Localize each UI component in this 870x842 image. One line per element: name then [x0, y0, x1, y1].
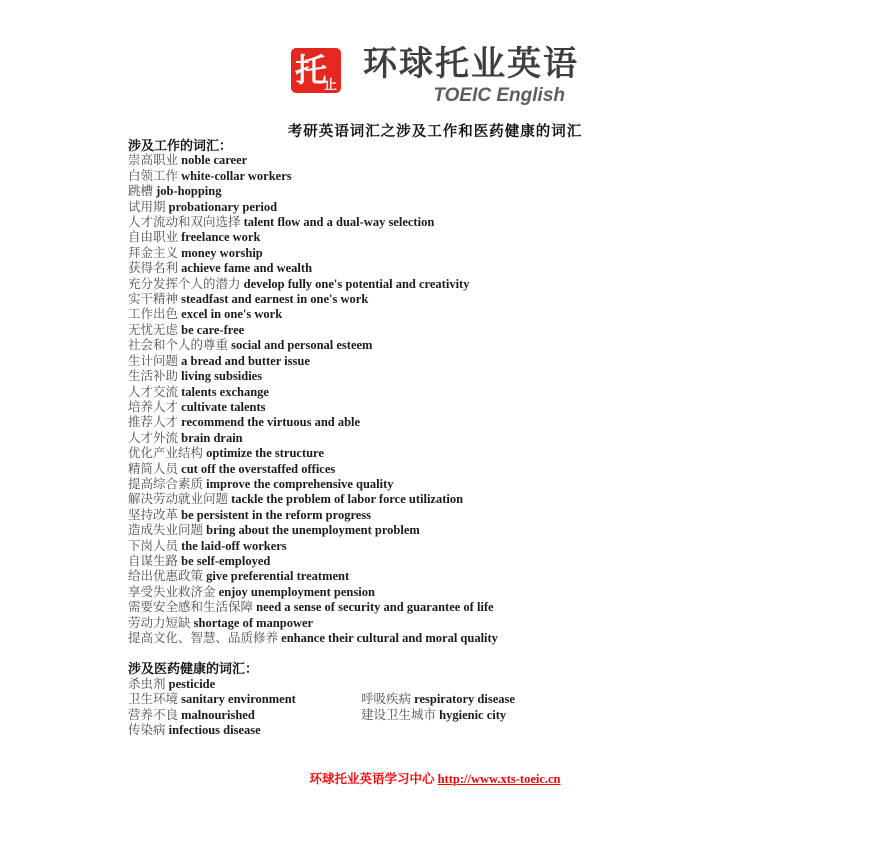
vocab-chinese: 崇高职业 — [128, 153, 182, 168]
vocab-row — [128, 692, 820, 707]
vocab-chinese: 优化产业结构 — [128, 446, 207, 461]
vocab-english: excel in one's work — [181, 307, 283, 322]
vocab-item — [128, 246, 820, 261]
logo-row — [291, 44, 579, 107]
vocab-item — [128, 338, 820, 353]
vocab-row — [128, 723, 820, 738]
vocab-item — [128, 539, 820, 554]
vocab-english: respiratory disease — [414, 692, 515, 707]
health-vocab-list — [128, 677, 820, 739]
vocab-english: cut off the overstaffed offices — [181, 461, 336, 476]
work-vocab-list — [128, 153, 820, 646]
vocab-english: enhance their cultural and moral quality — [281, 631, 498, 645]
vocab-item — [128, 200, 820, 215]
vocab-chinese: 实干精神 — [128, 292, 182, 307]
vocab-chinese: 无忧无虑 — [128, 322, 182, 337]
brand-name-chinese: 环球托业英语 — [363, 45, 579, 83]
vocab-item — [128, 508, 820, 523]
vocab-chinese: 建设卫生城市 — [361, 707, 440, 722]
vocab-english: job-hopping — [156, 184, 222, 199]
vocab-item — [128, 415, 820, 430]
vocab-english: noble career — [181, 153, 248, 168]
vocab-chinese: 提高文化、智慧、品质修养 — [128, 631, 282, 645]
vocab-english: tackle the problem of labor force utilization — [231, 492, 464, 507]
vocab-chinese: 获得名利 — [128, 261, 182, 276]
vocab-english: achieve fame and wealth — [181, 261, 313, 276]
vocab-item — [128, 723, 361, 738]
vocab-item — [128, 292, 820, 307]
vocab-english: money worship — [181, 245, 263, 260]
vocab-chinese: 白领工作 — [128, 168, 182, 183]
vocab-chinese: 人才外流 — [128, 430, 182, 445]
vocab-english: malnourished — [181, 707, 255, 722]
vocab-english: living subsidies — [181, 369, 263, 384]
vocab-chinese: 自谋生路 — [128, 553, 182, 568]
vocab-row — [128, 677, 820, 692]
vocab-item — [128, 354, 820, 369]
vocab-chinese: 社会和个人的尊重 — [128, 338, 232, 353]
vocab-english: a bread and butter issue — [181, 353, 310, 368]
section-health-header: 涉及医药健康的词汇： — [128, 661, 259, 677]
vocab-chinese: 坚持改革 — [128, 507, 182, 522]
vocab-english: improve the comprehensive quality — [206, 476, 394, 491]
vocab-item — [128, 431, 820, 446]
vocab-chinese: 提高综合素质 — [128, 476, 207, 491]
vocab-english: sanitary environment — [181, 692, 296, 707]
vocab-chinese: 杀虫剂 — [128, 676, 169, 691]
footer — [0, 769, 870, 787]
page-title: 考研英语词汇之涉及工作和医药健康的词汇 — [287, 124, 583, 140]
vocab-chinese: 充分发挥个人的潜力 — [128, 276, 244, 291]
vocab-item — [128, 169, 820, 184]
vocab-chinese: 推荐人才 — [128, 415, 182, 430]
vocab-item — [128, 554, 820, 569]
footer-label: 环球托业英语学习中心 — [309, 772, 438, 786]
vocab-chinese: 传染病 — [128, 723, 169, 738]
vocab-item — [128, 462, 820, 477]
vocab-english: talent flow and a dual-way selection — [243, 215, 435, 230]
vocab-chinese: 拜金主义 — [128, 245, 182, 260]
vocab-chinese: 造成失业问题 — [128, 523, 207, 538]
vocab-english: develop fully one's potential and creativity — [243, 276, 470, 291]
vocab-chinese: 劳动力短缺 — [128, 615, 194, 630]
vocab-english: infectious disease — [168, 723, 261, 738]
vocab-chinese: 生计问题 — [128, 353, 182, 368]
brand-name-english: TOEIC English — [433, 85, 565, 106]
vocab-english: enjoy unemployment pension — [218, 584, 375, 599]
vocab-english: freelance work — [181, 230, 261, 245]
vocab-item — [128, 692, 361, 707]
logo-icon-main-glyph: 托 — [295, 52, 328, 88]
vocab-english: cultivate talents — [181, 399, 266, 414]
vocab-chinese: 解决劳动就业问题 — [128, 492, 232, 507]
vocab-english: white-collar workers — [181, 168, 292, 183]
toeic-brand-icon — [291, 48, 341, 93]
logo-icon-sub-glyph: 止 — [323, 77, 337, 92]
vocabulary-content — [128, 138, 820, 738]
vocab-item — [361, 692, 515, 707]
vocab-english: the laid-off workers — [181, 538, 287, 553]
vocab-item — [128, 523, 820, 538]
vocab-item — [128, 477, 820, 492]
vocab-chinese: 需要安全感和生活保障 — [128, 600, 257, 615]
vocab-item — [128, 184, 820, 199]
vocab-chinese: 培养人才 — [128, 399, 182, 414]
vocab-chinese: 人才流动和双向选择 — [128, 215, 244, 230]
vocab-chinese: 营养不良 — [128, 707, 182, 722]
vocab-item — [128, 585, 820, 600]
vocab-item — [128, 307, 820, 322]
vocab-item — [128, 277, 820, 292]
vocab-chinese: 工作出色 — [128, 307, 182, 322]
vocab-chinese: 精简人员 — [128, 461, 182, 476]
vocab-english: social and personal esteem — [231, 338, 373, 353]
vocab-english: steadfast and earnest in one's work — [181, 292, 369, 307]
vocab-item — [128, 600, 820, 615]
vocab-chinese: 自由职业 — [128, 230, 182, 245]
vocab-item — [128, 261, 820, 276]
vocab-item — [128, 369, 820, 384]
vocab-item — [128, 385, 820, 400]
vocab-item — [128, 400, 820, 415]
vocab-english: be care-free — [181, 322, 245, 337]
vocab-item — [128, 708, 361, 723]
vocab-english: give preferential treatment — [206, 569, 350, 584]
vocab-item — [361, 708, 506, 723]
vocab-english: hygienic city — [439, 707, 507, 722]
vocab-english: bring about the unemployment problem — [206, 523, 420, 538]
vocab-english: shortage of manpower — [193, 615, 314, 630]
vocab-chinese: 享受失业救济金 — [128, 584, 219, 599]
vocab-chinese: 呼吸疾病 — [361, 692, 415, 707]
vocab-chinese: 给出优惠政策 — [128, 569, 207, 584]
vocab-item — [128, 569, 820, 584]
vocab-english: pesticide — [168, 676, 216, 691]
vocab-english: talents exchange — [181, 384, 269, 399]
section-work-header: 涉及工作的词汇： — [128, 138, 233, 153]
vocab-item — [128, 492, 820, 507]
vocab-chinese: 下岗人员 — [128, 538, 182, 553]
vocab-row — [128, 708, 820, 723]
footer-link[interactable]: http://www.xts-toeic.cn — [437, 772, 561, 786]
vocab-chinese: 跳槽 — [128, 184, 157, 199]
vocab-item — [128, 677, 361, 692]
vocab-item — [128, 616, 820, 631]
logo-header — [0, 44, 870, 107]
vocab-item — [128, 323, 820, 338]
vocab-chinese: 试用期 — [128, 199, 169, 214]
vocab-english: be self-employed — [181, 553, 271, 568]
vocab-english: recommend the virtuous and able — [181, 415, 361, 430]
vocab-item — [128, 153, 820, 168]
vocab-english: brain drain — [181, 430, 243, 445]
vocab-chinese: 生活补助 — [128, 369, 182, 384]
vocab-chinese: 卫生环境 — [128, 692, 182, 707]
vocab-english: probationary period — [168, 199, 278, 214]
vocab-chinese: 人才交流 — [128, 384, 182, 399]
vocab-english: optimize the structure — [206, 446, 324, 461]
vocab-english: need a sense of security and guarantee of life — [256, 600, 494, 615]
vocab-item — [128, 446, 820, 461]
vocab-item — [128, 631, 820, 646]
brand-text-block — [363, 44, 579, 107]
vocab-english: be persistent in the reform progress — [181, 507, 372, 522]
vocab-item — [128, 215, 820, 230]
vocab-item — [128, 230, 820, 245]
